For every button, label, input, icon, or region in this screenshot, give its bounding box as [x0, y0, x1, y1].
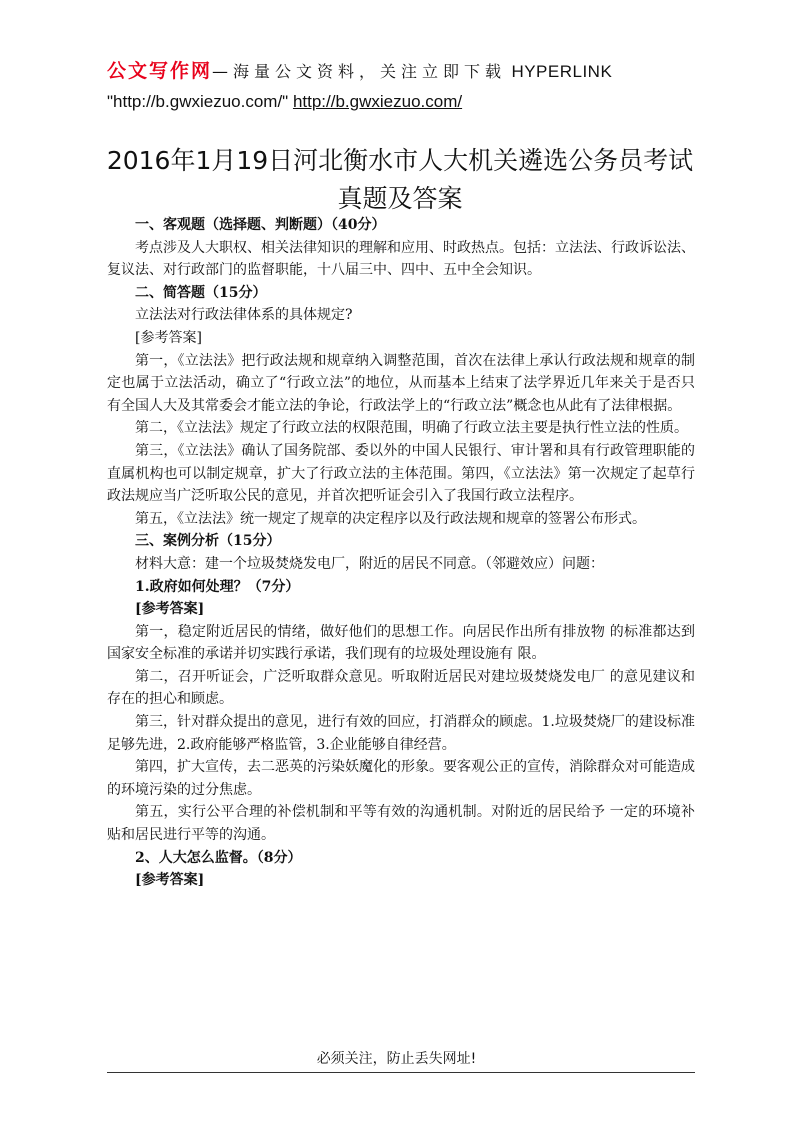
paragraph: 第二，召开听证会，广泛听取群众意见。听取附近居民对建垃圾焚烧发电厂 的意见建议和存在的担心和顾虑。: [107, 668, 695, 708]
paragraph: 材料大意：建一个垃圾焚烧发电厂，附近的居民不同意。（邻避效应）问题：: [135, 555, 604, 572]
section-heading: 一、客观题（选择题、判断题）（40分）: [135, 217, 386, 233]
paragraph: 考点涉及人大职权、相关法律知识的理解和应用、时政热点。包括：立法法、行政诉讼法、复议法、对行政部门的监督职能，十八届三中、四中、五中全会知识。: [107, 239, 695, 279]
section-heading: [参考答案]: [135, 872, 205, 889]
paragraph: 第一，稳定附近居民的情绪，做好他们的思想工作。向居民作出所有排放物 的标准都达到国家安全标准的承诺并切实践行承诺，我们现有的垃圾处理设施有 限。: [107, 623, 695, 663]
site-url-link[interactable]: http://b.gwxiezuo.com/: [292, 92, 463, 111]
section-heading: 1.政府如何处理？（7分）: [135, 578, 300, 595]
document-body: [107, 214, 695, 892]
section-heading: 2、人大怎么监督。（8分）: [135, 849, 302, 866]
paragraph: [参考答案]: [135, 329, 202, 346]
hyperlink-label: HYPERLINK: [511, 62, 613, 81]
paragraph: 立法法对行政法律体系的具体规定?: [135, 307, 353, 324]
document-title: 2016年1月19日河北衡水市人大机关遴选公务员考试真题及答案: [106, 146, 694, 213]
paragraph: 第五，《立法法》统一规定了规章的决定程序以及行政法规和规章的签署公布形式。: [135, 510, 646, 527]
paragraph: 第四，扩大宣传，去二恶英的污染妖魔化的形象。要客观公正的宣传，消除群众对可能造成的环境污染的过分焦虑。: [107, 759, 695, 798]
paragraph: 第三，针对群众提出的意见，进行有效的回应，打消群众的顾虑。1.垃圾焚烧厂的建设标准足够先进，2.政府能够严格监管，3.企业能够自律经营。: [107, 714, 695, 753]
section-heading: 二、简答题（15分）: [135, 284, 267, 301]
url-quoted-text: "http://b.gwxiezuo.com/": [107, 92, 289, 111]
paragraph: 第一，《立法法》把行政法规和规章纳入调整范围，首次在法律上承认行政法规和规章的制定也属于立法活动，确立了“行政立法”的地位，从而基本上结束了法学界近几年来关于是否只有全国人大及其常委会才能立法的争论，行政法学上的“行政立法”概念也从此有了法律根据。: [107, 352, 695, 414]
url-line: [107, 92, 707, 112]
footer-divider: [107, 1072, 695, 1073]
brand-logo-text: 公文写作网: [107, 60, 213, 82]
header-tagline: —海量公文资料，关注立即下载: [212, 62, 507, 81]
paragraph: 第三，《立法法》确认了国务院部、委以外的中国人民银行、审计署和具有行政管理职能的直属机构也可以制定规章，扩大了行政立法的主体范围。第四，《立法法》第一次规定了起草行政法规应当广泛听取公民的意见，并首次把听证会引入了我国行政立法程序。: [107, 442, 695, 505]
section-heading: 三、案例分析（15分）: [135, 533, 281, 550]
paragraph: 第二，《立法法》规定了行政立法的权限范围，明确了行政立法主要是执行性立法的性质。: [135, 420, 688, 437]
paragraph: 第五，实行公平合理的补偿机制和平等有效的沟通机制。对附近的居民给予 一定的环境补贴和居民进行平等的沟通。: [107, 804, 695, 844]
section-heading: [参考答案]: [135, 601, 205, 618]
site-header: [107, 58, 697, 85]
footer-notice: 必须关注，防止丢失网址!: [316, 1051, 477, 1067]
